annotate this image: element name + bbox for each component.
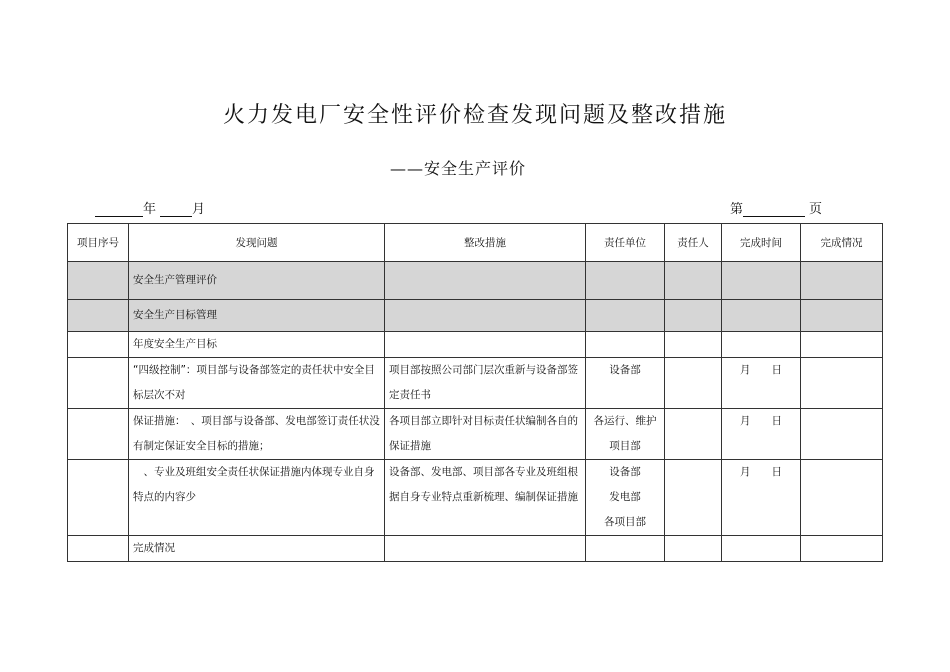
year-blank[interactable] — [95, 200, 143, 217]
cell-measure: 项目部按照公司部门层次重新与设备部签定责任书 — [385, 358, 586, 409]
cell-measure: 各项目部立即针对目标责任状编制各自的保证措施 — [385, 409, 586, 460]
cell-unit — [586, 409, 665, 460]
cell-person[interactable] — [665, 358, 722, 409]
date-line — [95, 198, 205, 217]
table-header-row — [68, 224, 883, 262]
cell-problem: 安全生产目标管理 — [129, 300, 385, 332]
table-row — [68, 409, 883, 460]
cell-problem: 完成情况 — [129, 536, 385, 562]
page-line — [730, 198, 822, 217]
table-row — [68, 332, 883, 358]
unit-line: 设备部 — [609, 466, 641, 478]
cell-problem: 安全生产管理评价 — [129, 262, 385, 300]
document-title: 火力发电厂安全性评价检查发现问题及整改措施 — [222, 103, 727, 128]
cell-time — [722, 358, 801, 409]
header-unit: 责任单位 — [586, 224, 665, 262]
cell-time[interactable] — [722, 262, 801, 300]
cell-problem: “四级控制”：项目部与设备部签定的责任状中安全目标层次不对 — [129, 358, 385, 409]
unit-line: 各项目部 — [604, 516, 646, 528]
time-month: 月 — [740, 415, 751, 427]
cell-person[interactable] — [665, 536, 722, 562]
findings-table — [67, 223, 883, 562]
unit-line: 各运行、维护 — [593, 415, 657, 427]
cell-measure[interactable] — [385, 332, 586, 358]
cell-unit[interactable] — [586, 332, 665, 358]
table-row — [68, 300, 883, 332]
cell-status[interactable] — [801, 262, 883, 300]
cell-unit[interactable] — [586, 262, 665, 300]
cell-status[interactable] — [801, 460, 883, 536]
cell-item-no[interactable] — [68, 332, 129, 358]
cell-unit — [586, 460, 665, 536]
cell-item-no[interactable] — [68, 262, 129, 300]
time-day: 日 — [771, 466, 782, 478]
cell-status[interactable] — [801, 300, 883, 332]
cell-unit[interactable] — [586, 536, 665, 562]
month-blank[interactable] — [160, 200, 192, 217]
cell-status[interactable] — [801, 358, 883, 409]
cell-person[interactable] — [665, 460, 722, 536]
cell-item-no[interactable] — [68, 300, 129, 332]
table-row — [68, 262, 883, 300]
cell-problem: 年度安全生产目标 — [129, 332, 385, 358]
page-blank[interactable] — [743, 200, 805, 217]
cell-person[interactable] — [665, 332, 722, 358]
cell-item-no[interactable] — [68, 460, 129, 536]
cell-item-no[interactable] — [68, 409, 129, 460]
header-person: 责任人 — [665, 224, 722, 262]
cell-status[interactable] — [801, 409, 883, 460]
header-measure: 整改措施 — [385, 224, 586, 262]
header-time: 完成时间 — [722, 224, 801, 262]
cell-problem: 保证措施： 、项目部与设备部、发电部签订责任状没有制定保证安全目标的措施； — [129, 409, 385, 460]
time-day: 日 — [771, 364, 782, 376]
cell-measure: 设备部、发电部、项目部各专业及班组根据自身专业特点重新梳理、编制保证措施 — [385, 460, 586, 536]
cell-time — [722, 409, 801, 460]
cell-item-no[interactable] — [68, 358, 129, 409]
unit-line: 发电部 — [609, 491, 641, 503]
cell-unit: 设备部 — [586, 358, 665, 409]
cell-time — [722, 460, 801, 536]
cell-measure[interactable] — [385, 262, 586, 300]
year-label: 年 — [143, 202, 157, 217]
cell-item-no[interactable] — [68, 536, 129, 562]
cell-time[interactable] — [722, 536, 801, 562]
cell-status[interactable] — [801, 332, 883, 358]
cell-problem: 、专业及班组安全责任状保证措施内体现专业自身特点的内容少 — [129, 460, 385, 536]
table-row — [68, 460, 883, 536]
page-prefix: 第 — [730, 202, 744, 217]
table-row — [68, 536, 883, 562]
cell-unit[interactable] — [586, 300, 665, 332]
cell-status[interactable] — [801, 536, 883, 562]
document-subtitle: ——安全生产评价 — [390, 159, 527, 178]
time-day: 日 — [771, 415, 782, 427]
cell-person[interactable] — [665, 262, 722, 300]
table-row — [68, 358, 883, 409]
cell-time[interactable] — [722, 332, 801, 358]
cell-person[interactable] — [665, 300, 722, 332]
cell-person[interactable] — [665, 409, 722, 460]
header-status: 完成情况 — [801, 224, 883, 262]
page-suffix: 页 — [809, 202, 823, 217]
unit-line: 项目部 — [609, 440, 641, 452]
cell-time[interactable] — [722, 300, 801, 332]
header-problem: 发现问题 — [129, 224, 385, 262]
cell-measure[interactable] — [385, 300, 586, 332]
month-label: 月 — [192, 202, 206, 217]
time-month: 月 — [740, 364, 751, 376]
time-month: 月 — [740, 466, 751, 478]
header-item-no: 项目序号 — [68, 224, 129, 262]
cell-measure[interactable] — [385, 536, 586, 562]
